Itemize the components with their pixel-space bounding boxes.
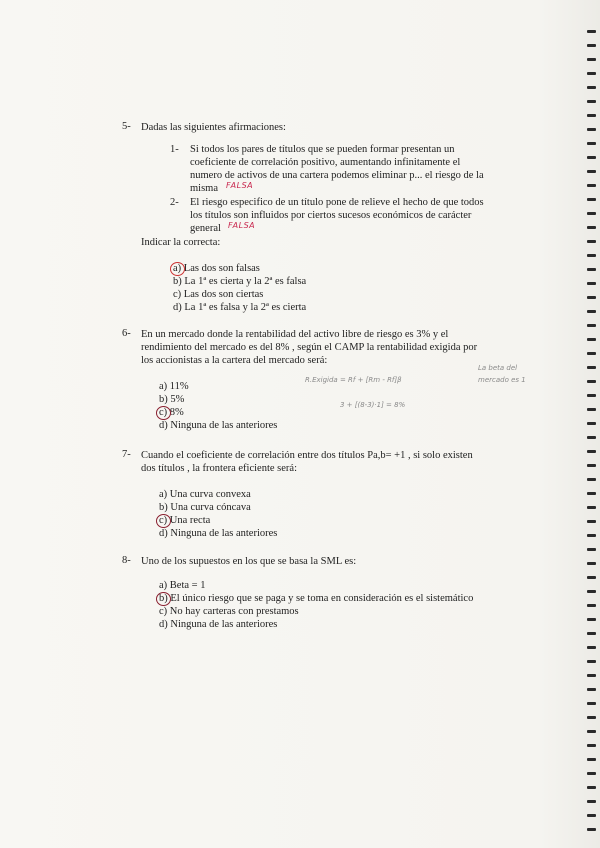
answer-circle: [156, 514, 171, 528]
question-number: 7-: [122, 449, 131, 460]
option-c[interactable]: c) Una recta: [159, 515, 211, 526]
spiral-binding: [584, 30, 598, 840]
question-stem: Uno de los supuestos en los que se basa la SML es:: [141, 556, 357, 567]
statement-line: general: [190, 223, 221, 234]
statement-line: numero de activos de una cartera podemos eliminar p... el riesgo de la: [190, 170, 484, 181]
statement-number: 1-: [170, 144, 179, 155]
handwritten-formula: R.Exigida = Rf + [Rm - Rf]β: [305, 376, 402, 384]
option-c[interactable]: c) Las dos son ciertas: [173, 289, 264, 300]
statement-line: coeficiente de correlación positivo, aumentando infinitamente el: [190, 157, 461, 168]
option-b[interactable]: b) El único riesgo que se paga y se toma en consideración es el sistemático: [159, 593, 474, 604]
question-number: 5-: [122, 121, 131, 132]
option-c[interactable]: c) 8%: [159, 407, 184, 418]
option-a[interactable]: a) Las dos son falsas: [173, 263, 260, 274]
option-d[interactable]: d) La 1ª es falsa y la 2ª es cierta: [173, 302, 307, 313]
question-stem: Dadas las siguientes afirmaciones:: [141, 122, 286, 133]
question-stem: los accionistas a la cartera del mercado será:: [141, 355, 328, 366]
statement-line: los títulos son influidos por ciertos sucesos económicos de carácter: [190, 210, 472, 221]
question-number: 6-: [122, 328, 131, 339]
question-prompt: Indicar la correcta:: [141, 237, 221, 248]
question-stem: dos títulos , la frontera eficiente será:: [141, 463, 297, 474]
option-d[interactable]: d) Ninguna de las anteriores: [159, 528, 278, 539]
option-a[interactable]: a) 11%: [159, 381, 189, 392]
statement-line: El riesgo especifico de un título pone de relieve el hecho de que todos: [190, 197, 484, 208]
handwritten-note-falsa: FALSA: [228, 221, 256, 230]
answer-circle: [156, 592, 171, 606]
option-b[interactable]: b) La 1ª es cierta y la 2ª es falsa: [173, 276, 307, 287]
option-d[interactable]: d) Ninguna de las anteriores: [159, 420, 278, 431]
answer-circle: [170, 262, 185, 276]
question-stem: En un mercado donde la rentabilidad del activo libre de riesgo es 3% y el: [141, 329, 449, 340]
option-d[interactable]: d) Ninguna de las anteriores: [159, 619, 278, 630]
question-number: 8-: [122, 555, 131, 566]
statement-line: misma: [190, 183, 218, 194]
handwritten-note-falsa: FALSA: [226, 181, 254, 190]
answer-circle: [156, 406, 171, 420]
question-stem: rendimiento del mercado es del 8% , según el CAMP la rentabilidad exigida por: [141, 342, 478, 353]
statement-line: Si todos los pares de títulos que se pueden formar presentan un: [190, 144, 455, 155]
option-a[interactable]: a) Beta = 1: [159, 580, 206, 591]
handwritten-note: La beta del: [478, 364, 518, 372]
option-b[interactable]: b) 5%: [159, 394, 185, 405]
option-b[interactable]: b) Una curva cóncava: [159, 502, 251, 513]
handwritten-calculation: 3 + [(8-3)·1] = 8%: [340, 401, 406, 409]
question-stem: Cuando el coeficiente de correlación entre dos títulos Pa,b= +1 , si solo existen: [141, 450, 473, 461]
option-c[interactable]: c) No hay carteras con prestamos: [159, 606, 299, 617]
option-a[interactable]: a) Una curva convexa: [159, 489, 251, 500]
handwritten-note: mercado es 1: [478, 376, 526, 384]
statement-number: 2-: [170, 197, 179, 208]
